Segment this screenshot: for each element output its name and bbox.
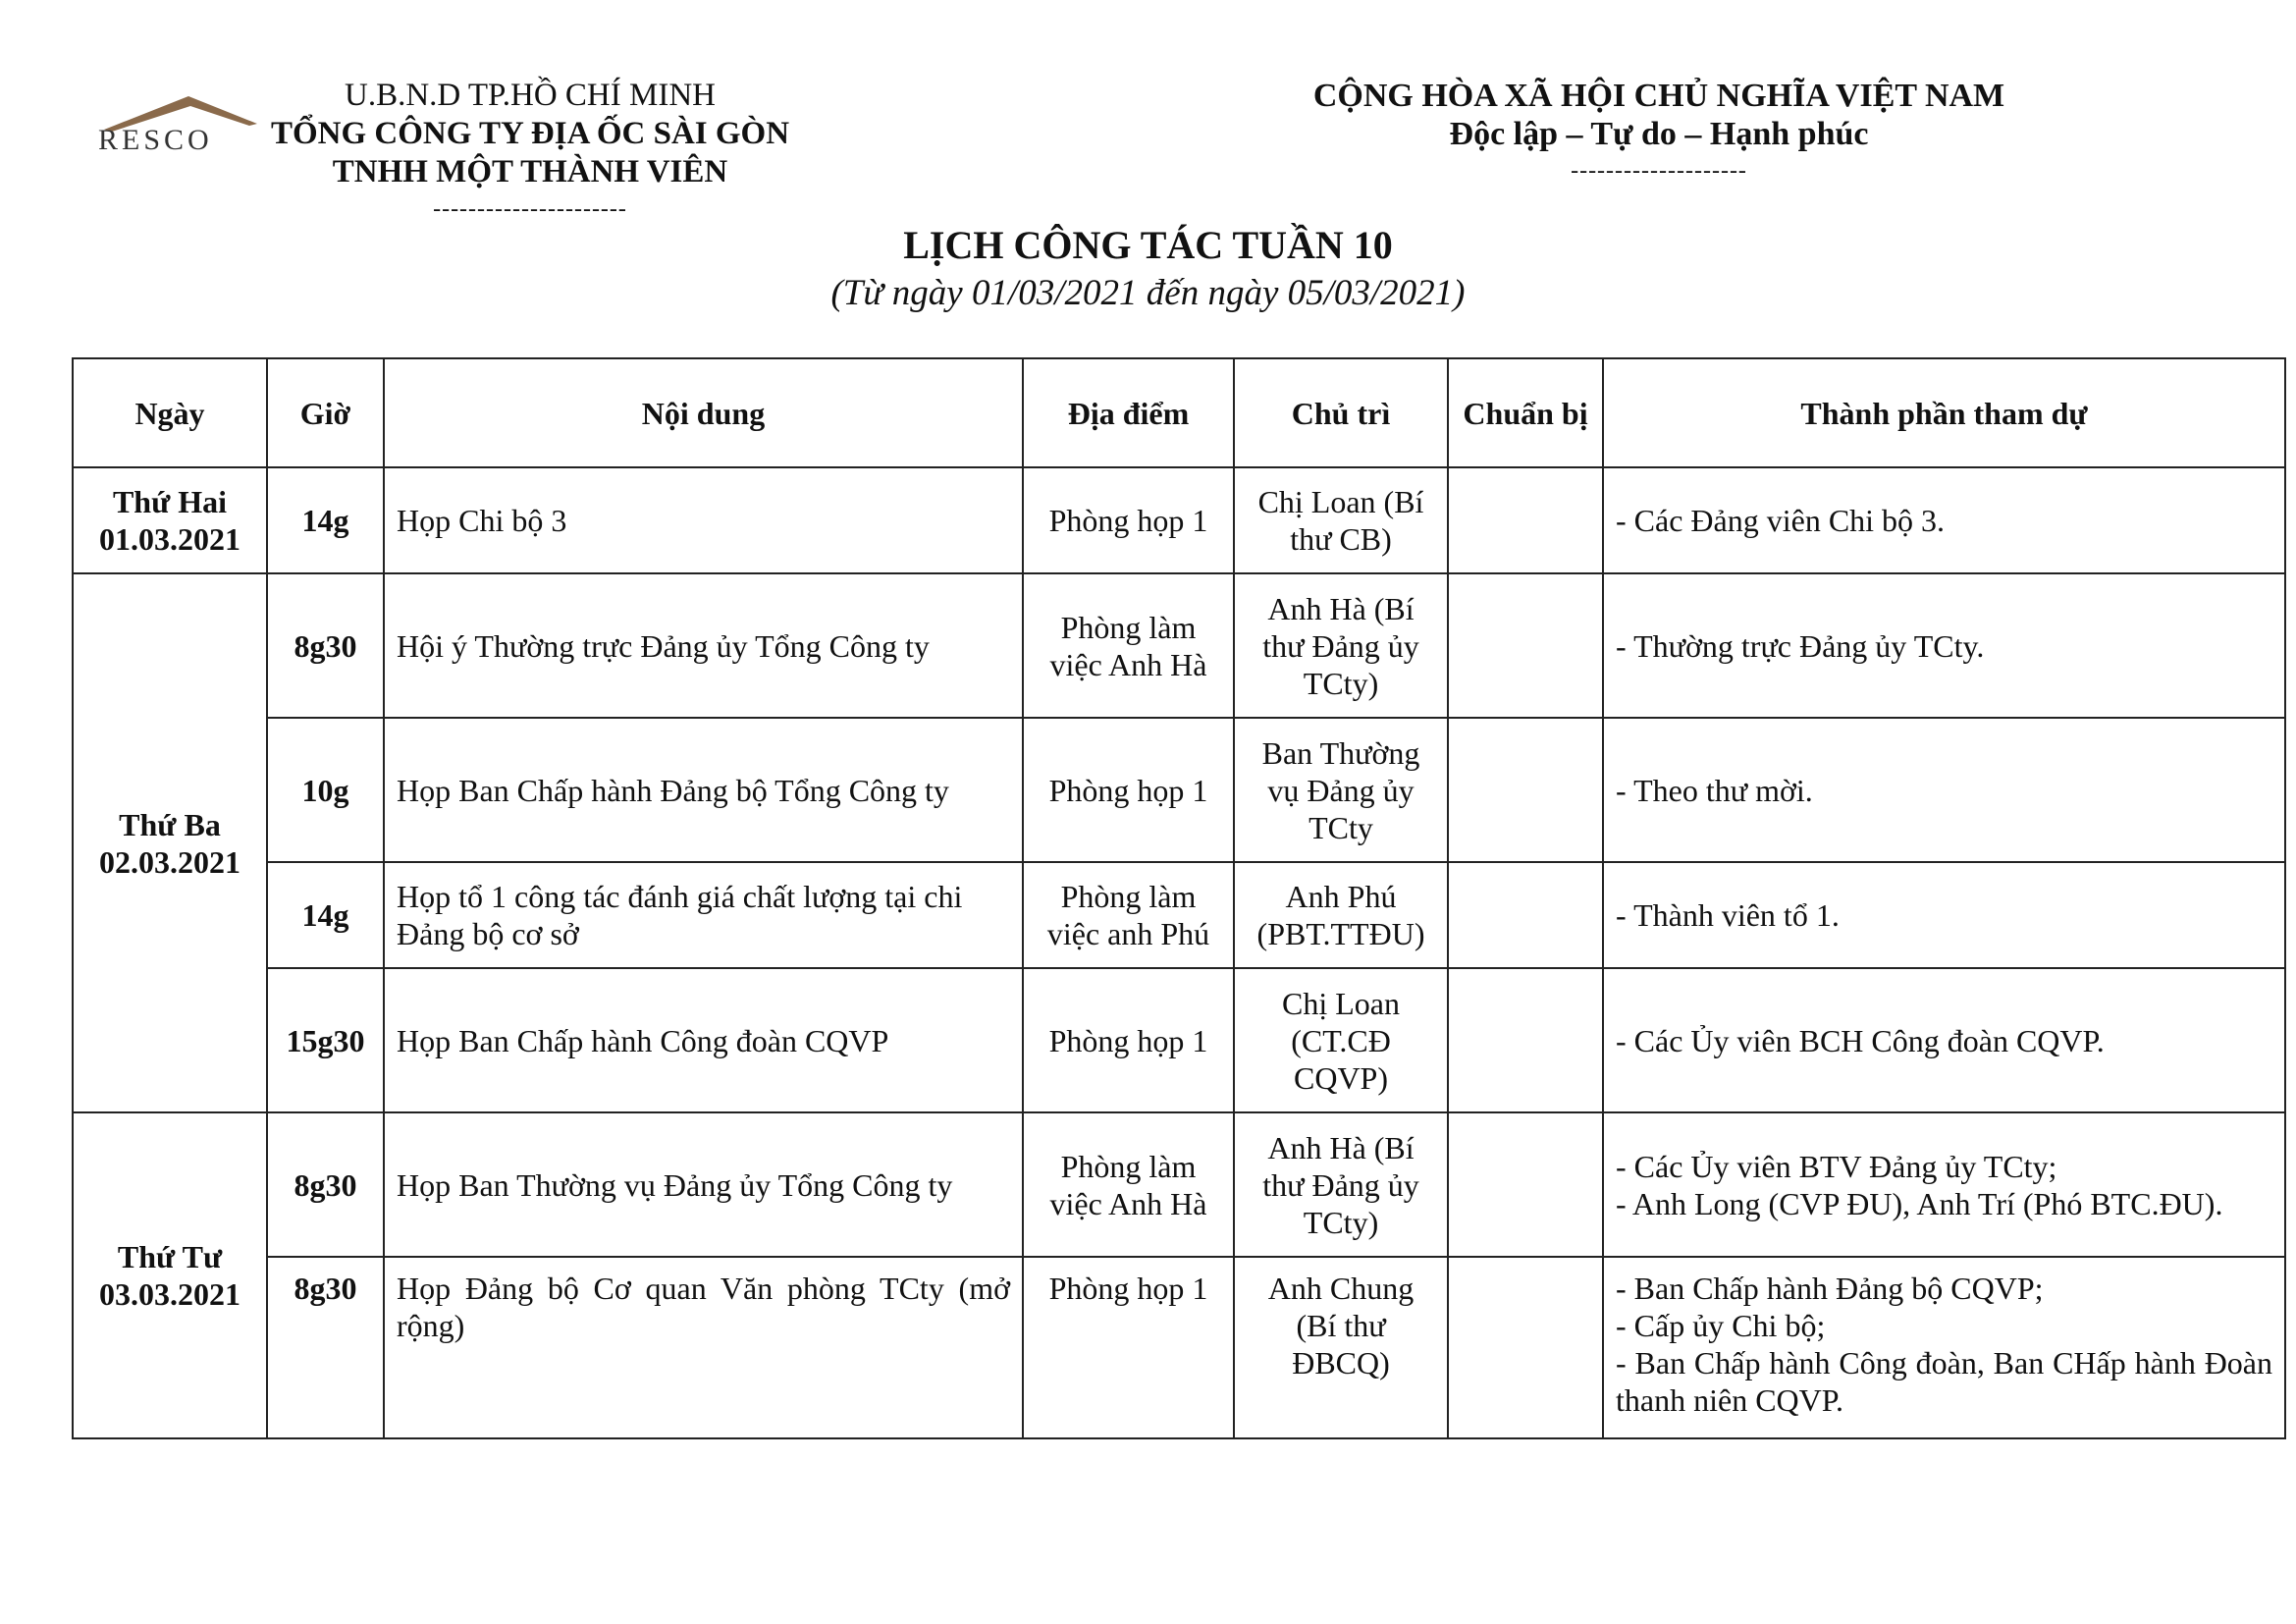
header-time: Giờ: [267, 358, 384, 467]
header-prep: Chuẩn bị: [1448, 358, 1603, 467]
table-row: [73, 968, 2285, 1112]
day-cell: [73, 1112, 267, 1438]
national-motto: Độc lập – Tự do – Hạnh phúc: [1449, 116, 1869, 152]
attendees-cell: [1603, 862, 2285, 968]
content-cell: Họp Đảng bộ Cơ quan Văn phòng TCty (mở rộng): [384, 1257, 1023, 1438]
content-cell: Họp Ban Chấp hành Công đoàn CQVP: [384, 968, 1023, 1112]
time-cell: 14g: [267, 862, 384, 968]
time-cell: 8g30: [267, 1257, 384, 1438]
chair-cell: Anh Chung (Bí thư ĐBCQ): [1234, 1257, 1448, 1438]
chair-cell: Anh Hà (Bí thư Đảng ủy TCty): [1234, 1112, 1448, 1257]
prep-cell: [1448, 1257, 1603, 1438]
day-name: Thứ Hai: [112, 484, 228, 519]
location-cell: Phòng họp 1: [1023, 968, 1234, 1112]
content-cell: Họp tổ 1 công tác đánh giá chất lượng tại chi Đảng bộ cơ sở: [384, 862, 1023, 968]
document-subtitle: (Từ ngày 01/03/2021 đến ngày 05/03/2021): [830, 273, 1466, 313]
prep-cell: [1448, 573, 1603, 718]
day-name: Thứ Tư: [117, 1239, 223, 1274]
content-cell: Họp Chi bộ 3: [384, 467, 1023, 573]
org-divider: ----------------------: [433, 196, 627, 222]
location-cell: Phòng họp 1: [1023, 1257, 1234, 1438]
resco-logo: [94, 94, 259, 163]
header-content: Nội dung: [384, 358, 1023, 467]
national-divider: --------------------: [1571, 158, 1747, 184]
attendee-line: - Các Đảng viên Chi bộ 3.: [1616, 503, 1946, 538]
table-row: [73, 1112, 2285, 1257]
content-cell: Hội ý Thường trực Đảng ủy Tổng Công ty: [384, 573, 1023, 718]
prep-cell: [1448, 968, 1603, 1112]
day-name: Thứ Ba: [119, 806, 221, 842]
time-cell: 8g30: [267, 1112, 384, 1257]
location-cell: Phòng họp 1: [1023, 718, 1234, 862]
org-line-3: TNHH MỘT THÀNH VIÊN: [332, 154, 728, 189]
time-cell: 14g: [267, 467, 384, 573]
location-cell: Phòng họp 1: [1023, 467, 1234, 573]
attendees-cell: [1603, 968, 2285, 1112]
header-attendees: Thành phần tham dự: [1603, 358, 2285, 467]
prep-cell: [1448, 862, 1603, 968]
organization-header: [265, 77, 795, 223]
day-date: 03.03.2021: [99, 1276, 240, 1312]
attendee-line: - Các Ủy viên BTV Đảng ủy TCty;: [1616, 1148, 2057, 1184]
prep-cell: [1448, 718, 1603, 862]
attendees-cell: [1603, 467, 2285, 573]
attendees-cell: [1603, 1112, 2285, 1257]
time-cell: 15g30: [267, 968, 384, 1112]
time-cell: 10g: [267, 718, 384, 862]
attendee-line: - Ban Chấp hành Đảng bộ CQVP;: [1616, 1271, 2044, 1306]
national-header: [1276, 77, 2042, 185]
day-cell: [73, 573, 267, 1112]
attendee-line: - Cấp ủy Chi bộ;: [1616, 1308, 1826, 1343]
attendee-line: - Ban Chấp hành Công đoàn, Ban CHấp hành Đoàn thanh niên CQVP.: [1616, 1345, 2272, 1418]
attendee-line: - Các Ủy viên BCH Công đoàn CQVP.: [1616, 1022, 2105, 1058]
chair-cell: Ban Thường vụ Đảng ủy TCty: [1234, 718, 1448, 862]
table-row: [73, 573, 2285, 718]
location-cell: Phòng làm việc Anh Hà: [1023, 1112, 1234, 1257]
attendee-line: - Thành viên tổ 1.: [1616, 897, 1840, 933]
attendees-cell: [1603, 573, 2285, 718]
table-row: [73, 467, 2285, 573]
location-cell: Phòng làm việc anh Phú: [1023, 862, 1234, 968]
logo-text: RESCO: [98, 124, 213, 156]
day-date: 02.03.2021: [99, 843, 240, 880]
org-line-1: U.B.N.D TP.HỒ CHÍ MINH: [344, 78, 716, 113]
time-cell: 8g30: [267, 573, 384, 718]
attendee-line: - Anh Long (CVP ĐU), Anh Trí (Phó BTC.ĐU).: [1616, 1185, 2223, 1221]
prep-cell: [1448, 467, 1603, 573]
attendees-cell: [1603, 1257, 2285, 1438]
day-cell: [73, 467, 267, 573]
attendee-line: - Theo thư mời.: [1616, 772, 1813, 808]
table-row: [73, 718, 2285, 862]
document-title: LỊCH CÔNG TÁC TUẦN 10: [903, 223, 1393, 267]
schedule-table: [72, 357, 2286, 1439]
content-cell: Họp Ban Chấp hành Đảng bộ Tổng Công ty: [384, 718, 1023, 862]
header-day: Ngày: [73, 358, 267, 467]
table-row: [73, 862, 2285, 968]
header-chair: Chủ trì: [1234, 358, 1448, 467]
location-cell: Phòng làm việc Anh Hà: [1023, 573, 1234, 718]
attendee-line: - Thường trực Đảng ủy TCty.: [1616, 627, 1985, 664]
table-row: [73, 1257, 2285, 1438]
org-line-2: TỔNG CÔNG TY ĐỊA ỐC SÀI GÒN: [270, 116, 790, 151]
chair-cell: Chị Loan (CT.CĐ CQVP): [1234, 968, 1448, 1112]
header-location: Địa điểm: [1023, 358, 1234, 467]
chair-cell: Chị Loan (Bí thư CB): [1234, 467, 1448, 573]
attendees-cell: [1603, 718, 2285, 862]
prep-cell: [1448, 1112, 1603, 1257]
chair-cell: Anh Hà (Bí thư Đảng ủy TCty): [1234, 573, 1448, 718]
table-header-row: [73, 358, 2285, 467]
chair-cell: Anh Phú (PBT.TTĐU): [1234, 862, 1448, 968]
national-line-1: CỘNG HÒA XÃ HỘI CHỦ NGHĨA VIỆT NAM: [1312, 78, 2005, 114]
content-cell: Họp Ban Thường vụ Đảng ủy Tổng Công ty: [384, 1112, 1023, 1257]
day-date: 01.03.2021: [99, 521, 240, 557]
